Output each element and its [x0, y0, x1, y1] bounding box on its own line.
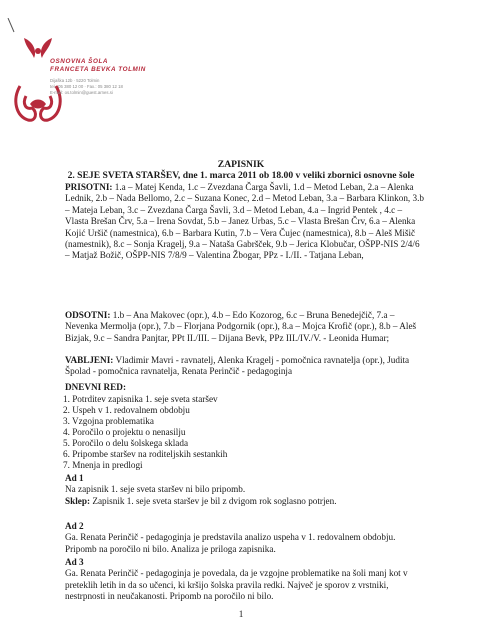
absent-label: ODSOTNI:: [65, 310, 111, 320]
agenda-item: 3. Vzgojna problematika: [63, 416, 154, 426]
present-text: 1.a – Matej Kenda, 1.c – Zvezdana Čarga Šavli, 1.d – Metod Leban, 2.a – Alenka Lednik, 2.b – Nada Bellomo, 2.c – Suzana Konec, 2.d – Metod Leban, 3.a – Barbara Klinkon, 3.b – Mateja Leban, 3.c – Zvezdana Čarga Šavli, 3.d – Metod Leban, 4.a – Ingrid Pentek , 4.c – Vlasta Brešan Črv, 5.a – Irena Sovdat, 5.b – Janez Urbas, 5.c – Vlasta Brešan Črv, 6.a – Alenka Kojić Uršič (namestnica), 6.b – Barbara Kutin, 7.b – Vera Čujec (namestnica), 8.b – Aleš Mišič (namestnik), 8.c – Sonja Kragelj, 9.a – Nataša Gabršček, 9.b – Jerica Klobučar, OŠPP-NIS 2/4/6 – Matjaž Božič, OŠPP-NIS 7/8/9 – Valentina Žbogar, PPz - I./II. - Tatjana Leban,: [65, 182, 424, 261]
school-phone: tel.: 05 380 12 00 · Fax.: 05 380 12 18: [50, 84, 123, 89]
agenda-item: 2. Uspeh v 1. redovalnem obdobju: [63, 405, 190, 415]
ad1-decision: Zapisnik 1. seje sveta staršev je bil z dvigom rok soglasno potrjen.: [92, 495, 337, 506]
absent-text: 1.b – Ana Makovec (opr.), 4.b – Edo Kozorog, 6.c – Bruna Benedejčič, 7.a – Nevenka Mermolja (opr.), 7.b – Florjana Podgornik (opr.), 8.a – Mojca Krofič (opr.), 8.b – Aleš Bizjak, 9.c – Sandra Panjtar, PPt II./III. – Dijana Bevk, PPz III./IV./V. - Leonida Humar;: [65, 310, 417, 343]
agenda-item: 1. Potrditev zapisnika 1. seje sveta staršev: [63, 394, 218, 404]
school-name-line1: OSNOVNA ŠOLA: [50, 58, 109, 65]
ad2-text: Ga. Renata Perinčič - pedagoginja je predstavila analizo uspeha v 1. redovalnem obdobju. Pripomb na poročilo ni bilo. Analiza je priloga zapisnika.: [65, 532, 396, 554]
ad1-section: [65, 473, 425, 507]
ad1-decision-label: Sklep:: [65, 495, 91, 506]
ad3-text: Ga. Renata Perinčič - pedagoginja je povedala, da je vzgojne problematike na šoli manj kot v preteklih letih in da so učenci, ki kršijo šolska pravila redki. Največ je sporov z vrstniki, nestrpnosti in neučakanosti. Pripomb na poročilo ni bilo.: [65, 568, 408, 602]
title-subtitle: 2. SEJE SVETA STARŠEV, dne 1. marca 2011 ob 18.00 v veliki zbornici osnovne šole: [67, 170, 415, 181]
ad1-text: Na zapisnik 1. seje sveta staršev ni bilo pripomb.: [65, 484, 246, 495]
school-header: [50, 58, 250, 96]
agenda-item: 7. Mnenja in predlogi: [63, 460, 143, 470]
agenda-item: 6. Pripombe staršev na roditeljskih sestankih: [63, 449, 228, 459]
absent-section: [65, 310, 425, 344]
present-label: PRISOTNI:: [65, 182, 113, 192]
invited-text: Vladimir Mavri - ravnatelj, Alenka Kragelj - pomočnica ravnatelja (opr.), Judita Špolad - pomočnica ravnatelja, Renata Perinčič - pedagoginja: [65, 355, 410, 377]
school-contact: [50, 78, 250, 96]
page-number: 1: [238, 609, 244, 619]
ad3-label: Ad 3: [65, 557, 84, 567]
document-title: [0, 159, 482, 181]
ad3-section: [65, 557, 425, 603]
school-name-line2: FRANCETA BEVKA TOLMIN: [50, 66, 146, 73]
school-email: E-mail: os.tolmin@guest.arnes.si: [50, 90, 113, 95]
ad1-label: Ad 1: [65, 473, 84, 483]
agenda-item: 5. Poročilo o delu šolskega sklada: [63, 438, 189, 448]
invited-label: VABLJENI:: [65, 355, 114, 365]
agenda-heading: [65, 382, 126, 393]
agenda-label: DNEVNI RED:: [65, 382, 126, 392]
ad2-label: Ad 2: [65, 521, 84, 531]
ad2-section: [65, 521, 425, 555]
agenda-list: [63, 394, 227, 471]
present-section: [65, 182, 425, 262]
school-address: Dijaška 12b · 5220 Tolmin: [50, 78, 100, 83]
agenda-item: 4. Poročilo o projektu o nenasilju: [63, 427, 186, 437]
title-heading: ZAPISNIK: [217, 159, 265, 170]
invited-section: [65, 355, 425, 378]
